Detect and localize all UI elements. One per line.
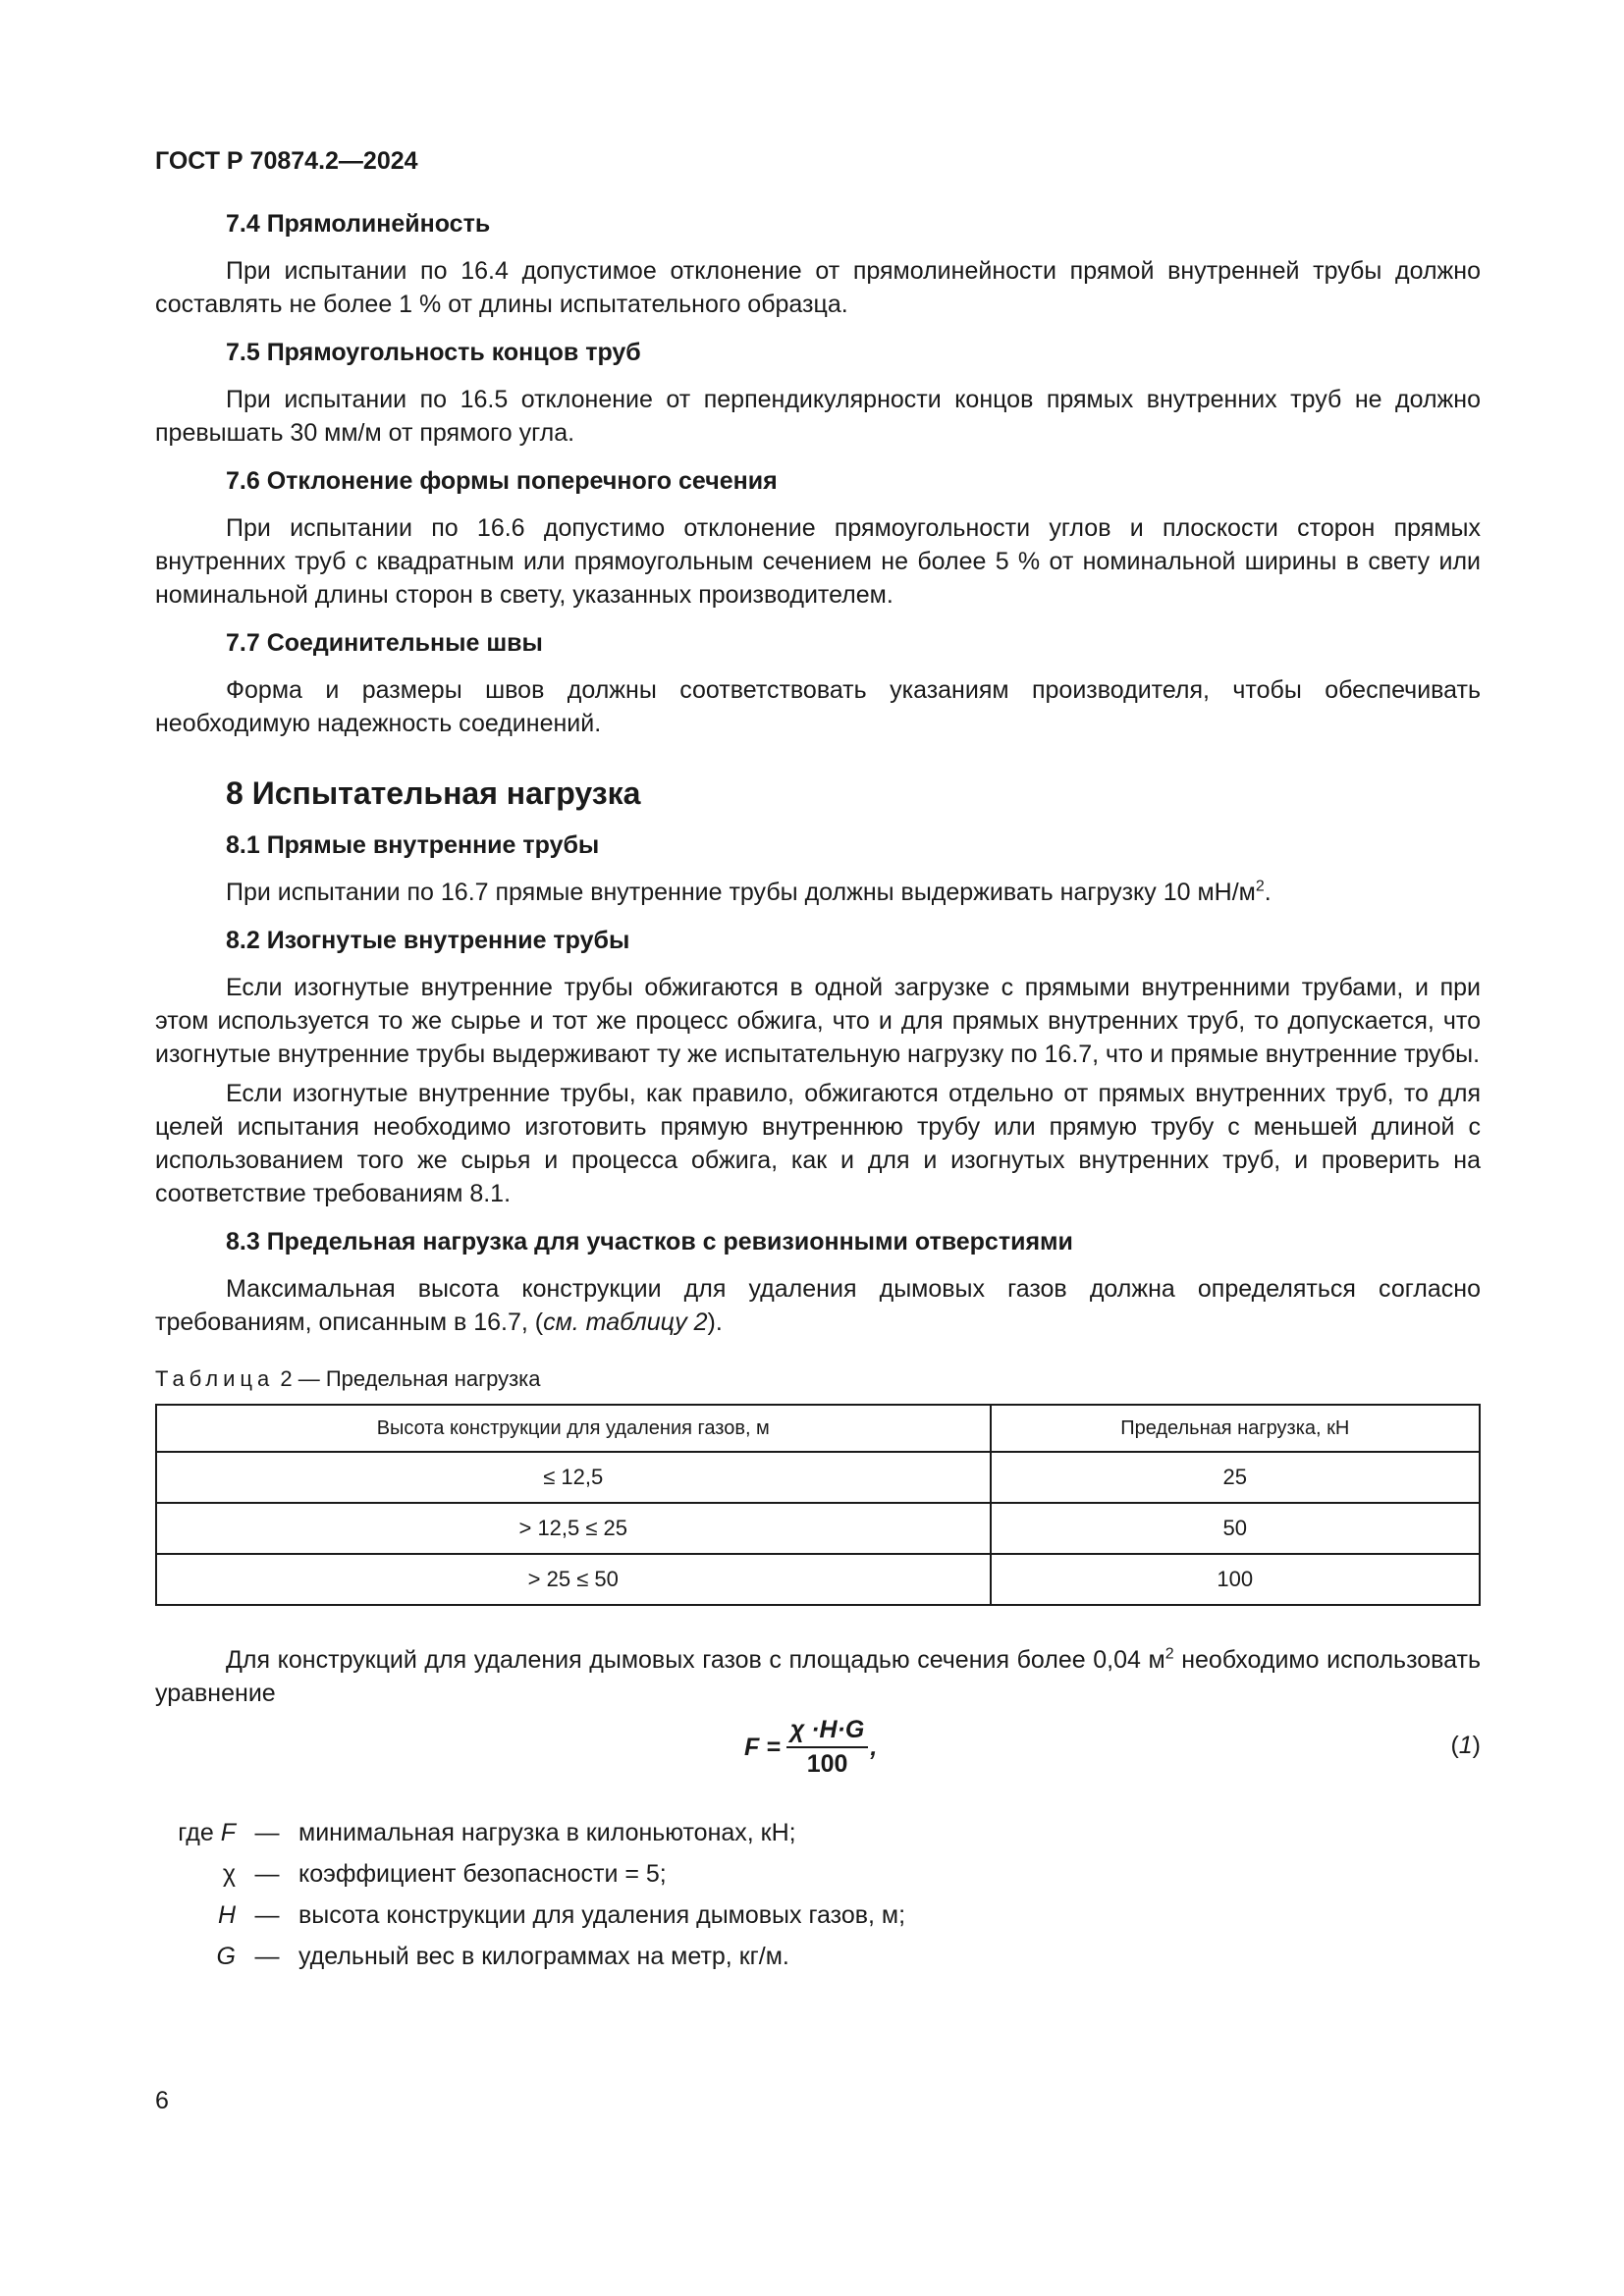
section-8-3-body: Максимальная высота конструкции для удаления дымовых газов должна определяться согласно требованиям, описанным в 16.7, ( bbox=[155, 1275, 1481, 1336]
legend-dash: — bbox=[254, 1859, 280, 1888]
table-caption-title: 2 — Предельная нагрузка bbox=[274, 1366, 541, 1391]
legend-description: удельный вес в килограммах на метр, кг/м. bbox=[298, 1942, 789, 1970]
symbol-H: H bbox=[217, 1900, 236, 1929]
table-row bbox=[156, 1452, 1480, 1503]
section-8-2-paragraph-1: Если изогнутые внутренние трубы обжигаются в одной загрузке с прямыми внутренними трубами, и при этом используется то же сырье и тот же процесс обжига, что и для прямых внутренних труб, то допускается, что изогнутые внутренние трубы выдерживают ту же испытательную нагрузку по 16.7, что и прямые внутренние трубы. bbox=[155, 974, 1481, 1068]
legend-dash: — bbox=[254, 1942, 280, 1970]
cell-load: 25 bbox=[991, 1452, 1480, 1503]
cell-height: ≤ 12,5 bbox=[156, 1452, 991, 1503]
equation-number bbox=[1450, 1732, 1481, 1760]
load-table bbox=[155, 1404, 1481, 1606]
section-8-1-body: При испытании по 16.7 прямые внутренние трубы должны выдерживать нагрузку 10 мН/м bbox=[226, 879, 1256, 906]
section-8-3-text bbox=[155, 1272, 1481, 1339]
section-8-2-paragraph-2: Если изогнутые внутренние трубы, как правило, обжигаются отдельно от прямых внутренних труб, то для целей испытания необходимо изготовить прямую внутреннюю трубу или прямую трубу с меньшей длиной с использованием того же сырья и процесса обжига, как и для и изогнутых внутренних труб, и проверить на соответствие требованиям 8.1. bbox=[155, 1080, 1481, 1207]
header-load: Предельная нагрузка, кН bbox=[991, 1405, 1480, 1452]
legend-dash: — bbox=[254, 1900, 280, 1929]
section-7-5-text: При испытании по 16.5 отклонение от перпендикулярности концов прямых внутренних труб не должно превышать 30 мм/м от прямого угла. bbox=[155, 386, 1481, 447]
legend-description: коэффициент безопасности = 5; bbox=[298, 1859, 667, 1888]
symbol-G: G bbox=[216, 1942, 236, 1970]
formula-fraction bbox=[786, 1716, 869, 1779]
legend-prefix: где bbox=[178, 1818, 214, 1846]
page-number: 6 bbox=[155, 2087, 169, 2114]
section-7-7-text: Форма и размеры швов должны соответствовать указаниям производителя, чтобы обеспечивать необходимую надежность соединений. bbox=[155, 676, 1481, 737]
equation-intro bbox=[155, 1643, 1481, 1710]
section-7-4-title: 7.4 Прямолинейность bbox=[226, 210, 491, 238]
formula-comma: , bbox=[870, 1733, 878, 1761]
legend-symbol bbox=[155, 1901, 236, 1930]
formula-row bbox=[155, 1716, 1481, 1785]
formula bbox=[744, 1716, 877, 1779]
legend-description: минимальная нагрузка в килоньютонах, кН; bbox=[298, 1818, 796, 1846]
section-7-4-text: При испытании по 16.4 допустимое отклонение от прямолинейности прямой внутренней трубы должно составлять не более 1 % от длины испытательного образца. bbox=[155, 257, 1481, 318]
legend-symbol bbox=[155, 1943, 236, 1971]
legend-dash: — bbox=[254, 1818, 280, 1846]
section-7-7-title: 7.7 Соединительные швы bbox=[226, 629, 543, 657]
section-8-3-end: ). bbox=[707, 1308, 723, 1336]
legend-item bbox=[155, 1936, 1481, 1977]
section-7-6-text: При испытании по 16.6 допустимо отклонение прямоугольности углов и плоскости сторон прямых внутренних труб с квадратным или прямоугольным сечением не более 5 % от номинальной ширины в свету или номинальной длины сторон в свету, указанных производителем. bbox=[155, 514, 1481, 609]
document-page bbox=[155, 147, 1481, 1977]
legend-item bbox=[155, 1853, 1481, 1895]
legend-item bbox=[155, 1812, 1481, 1853]
cell-load: 50 bbox=[991, 1503, 1480, 1554]
legend-description: высота конструкции для удаления дымовых газов, м; bbox=[298, 1900, 906, 1929]
table-caption bbox=[155, 1366, 1481, 1392]
equation-intro-body: Для конструкций для удаления дымовых газов с площадью сечения более 0,04 м bbox=[226, 1646, 1165, 1674]
table-caption-word: Таблица bbox=[155, 1366, 275, 1391]
cell-load: 100 bbox=[991, 1554, 1480, 1605]
section-8-1-text bbox=[155, 876, 1481, 909]
section-8-1-title: 8.1 Прямые внутренние трубы bbox=[226, 831, 600, 859]
section-7-5-title: 7.5 Прямоугольность концов труб bbox=[226, 339, 641, 366]
period: . bbox=[1264, 879, 1272, 906]
table-row bbox=[156, 1554, 1480, 1605]
table-row bbox=[156, 1503, 1480, 1554]
section-8-title: 8 Испытательная нагрузка bbox=[226, 775, 641, 811]
formula-denominator: 100 bbox=[806, 1750, 848, 1778]
paren-open: ( bbox=[1450, 1732, 1459, 1759]
variable-legend bbox=[155, 1812, 1481, 1977]
paren-close: ) bbox=[1472, 1732, 1481, 1759]
table-reference: см. таблицу 2 bbox=[543, 1308, 708, 1336]
cell-height: > 12,5 ≤ 25 bbox=[156, 1503, 991, 1554]
document-header: ГОСТ Р 70874.2—2024 bbox=[155, 147, 418, 175]
superscript: 2 bbox=[1164, 1645, 1174, 1663]
cell-height: > 25 ≤ 50 bbox=[156, 1554, 991, 1605]
symbol-F: F bbox=[220, 1818, 236, 1846]
legend-item bbox=[155, 1895, 1481, 1936]
legend-symbol bbox=[155, 1819, 236, 1847]
equation-intro-end: необходимо использовать уравнение bbox=[155, 1646, 1481, 1707]
section-8-3-title: 8.3 Предельная нагрузка для участков с ревизионными отверстиями bbox=[226, 1228, 1073, 1255]
formula-numerator: χ ·H·G bbox=[786, 1716, 869, 1748]
table-header-row bbox=[156, 1405, 1480, 1452]
superscript: 2 bbox=[1255, 878, 1265, 895]
section-7-6-title: 7.6 Отклонение формы поперечного сечения bbox=[226, 467, 778, 495]
symbol-chi: χ bbox=[222, 1859, 236, 1888]
section-8-2-title: 8.2 Изогнутые внутренние трубы bbox=[226, 927, 630, 954]
header-height: Высота конструкции для удаления газов, м bbox=[156, 1405, 991, 1452]
equation-number-value: 1 bbox=[1458, 1732, 1473, 1759]
formula-lhs: F = bbox=[744, 1733, 781, 1761]
